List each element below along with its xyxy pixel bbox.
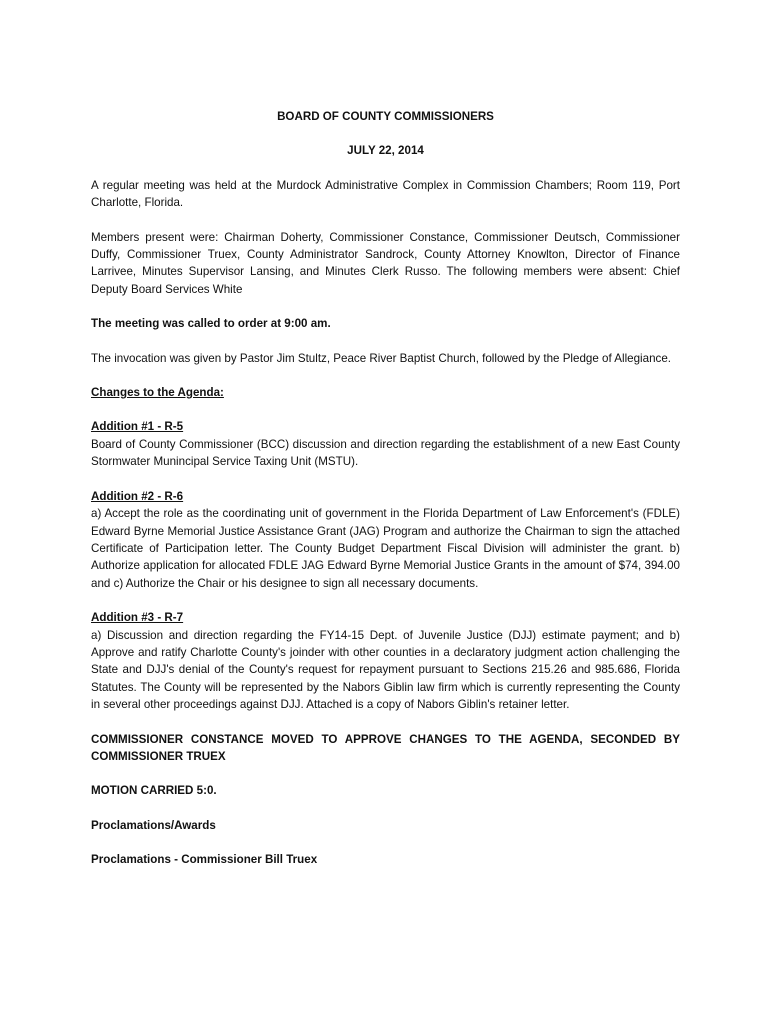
proclamations-heading: Proclamations/Awards [91, 818, 216, 832]
changes-heading: Changes to the Agenda: [91, 386, 224, 400]
addition-3-body: a) Discussion and direction regarding the FY14-15 Dept. of Juvenile Justice (DJJ) estimate payment; and b) Approve and ratify Charlotte County's joinder with other counties in a declaratory judgment action challenging the State and DJJ's denial of the County's request for repayment pursuant to Sections 215.26 and 985.686, Florida Statutes. The County will be represented by the Nabors Giblin law firm which is currently representing the County in several other proceedings against DJJ. Attached is a copy of Nabors Giblin's retainer letter. [91, 628, 680, 712]
addition-2-body: a) Accept the role as the coordinating unit of government in the Florida Department of Law Enforcement's (FDLE) Edward Byrne Memorial Justice Assistance Grant (JAG) Program and authorize the Chairman to sign the attached Certificate of Participation letter. The County Budget Department Fiscal Division will administer the grant. b) Authorize application for allocated FDLE JAG Edward Byrne Memorial Justice Grants in the amount of $74, 394.00 and c) Authorize the Chair or his designee to sign all necessary documents. [91, 507, 680, 590]
intro-paragraph: A regular meeting was held at the Murdock Administrative Complex in Commission Chambers; Room 119, Port Charlotte, Florida. [91, 178, 680, 210]
document-page [91, 108, 680, 886]
addition-1-heading: Addition #1 - R-5 [91, 420, 184, 434]
document-title: BOARD OF COUNTY COMMISSIONERS [277, 110, 494, 123]
addition-2-heading: Addition #2 - R-6 [91, 489, 184, 503]
addition-3-heading: Addition #3 - R-7 [91, 611, 184, 625]
called-to-order: The meeting was called to order at 9:00 am. [91, 317, 331, 331]
addition-1-body: Board of County Commissioner (BCC) discussion and direction regarding the establishment of a new East County Stormwater Munincipal Service Taxing Unit (MSTU). [91, 437, 680, 469]
proclamations-subheading: Proclamations - Commissioner Bill Truex [91, 853, 318, 867]
motion-result: MOTION CARRIED 5:0. [91, 784, 217, 798]
meeting-date: JULY 22, 2014 [347, 144, 424, 158]
motion-text: COMMISSIONER CONSTANCE MOVED TO APPROVE CHANGES TO THE AGENDA, SECONDED BY COMMISSIONER TRUEX [91, 732, 680, 763]
invocation-paragraph: The invocation was given by Pastor Jim Stultz, Peace River Baptist Church, followed by the Pledge of Allegiance. [91, 351, 671, 365]
members-paragraph: Members present were: Chairman Doherty, Commissioner Constance, Commissioner Deutsch, Commissioner Duffy, Commissioner Truex, County Administrator Sandrock, County Attorney Knowlton, Director of Finance Larrivee, Minutes Supervisor Lansing, and Minutes Clerk Russo. The following members were absent: Chief Deputy Board Services White [91, 230, 680, 296]
